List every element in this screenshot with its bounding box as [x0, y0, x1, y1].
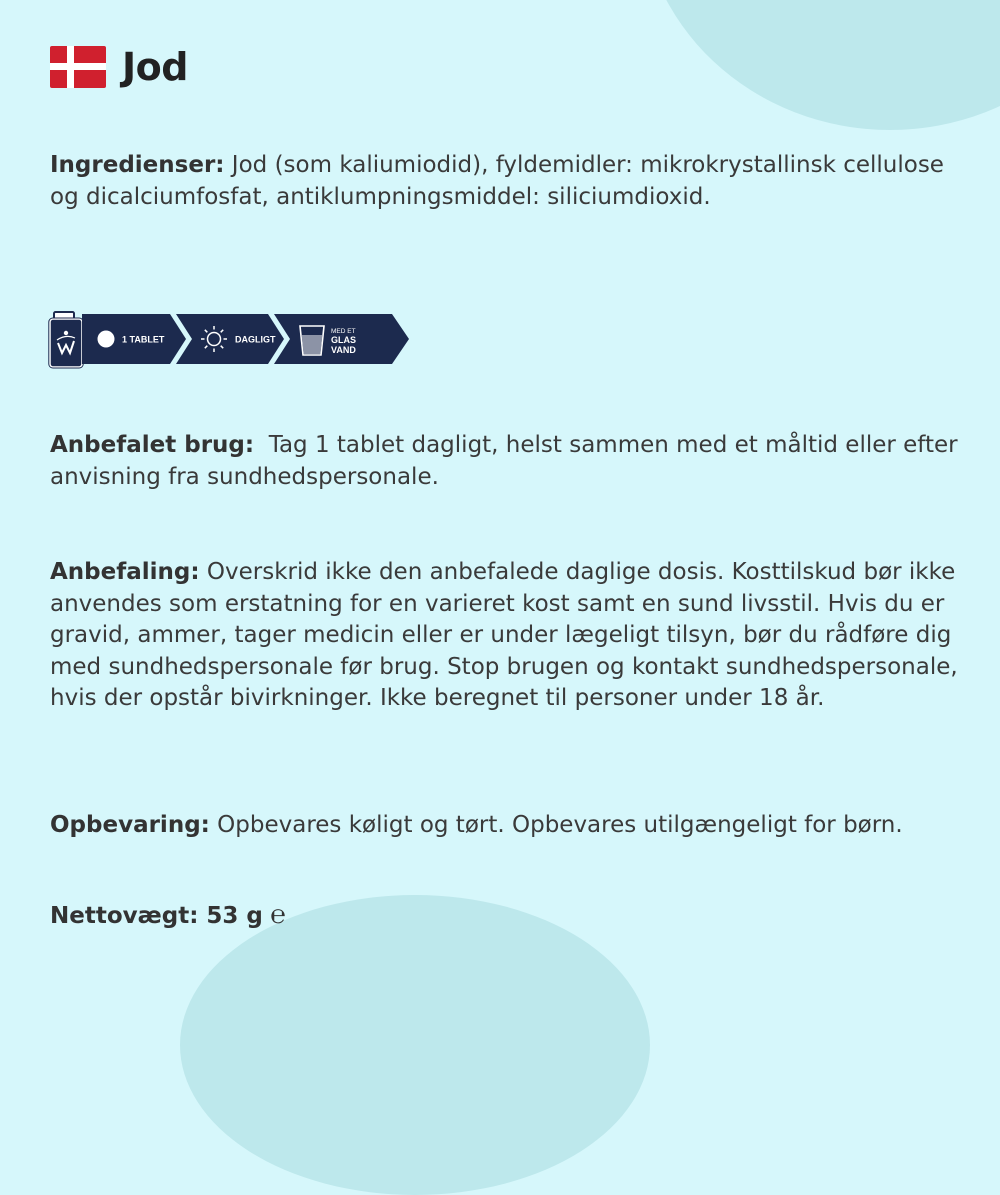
product-title: Jod — [122, 45, 188, 89]
ingredients-label: Ingredienser: — [50, 152, 225, 178]
tablet-label: 1 TABLET — [122, 334, 165, 345]
recommended-use-text: Tag 1 tablet dagligt, helst sammen med et måltid eller efter anvisning fra sundhedspersonale. — [50, 432, 965, 490]
recommendation-label: Anbefaling: — [50, 559, 200, 585]
usage-banner — [48, 309, 413, 369]
storage-text: Opbevares køligt og tørt. Opbevares utilgængeligt for børn. — [209, 812, 903, 838]
estimated-sign-icon: ℮ — [270, 900, 286, 930]
recommendation-section — [50, 557, 975, 715]
product-header — [50, 45, 188, 89]
glass-label-line2: VAND — [331, 345, 356, 355]
net-weight-label: Nettovægt: 53 g — [50, 903, 263, 929]
denmark-flag-icon — [50, 46, 106, 88]
tablet-icon — [98, 331, 115, 348]
recommendation-text: Overskrid ikke den anbefalede daglige dosis. Kosttilskud bør ikke anvendes som erstatning for en varieret kost samt en sund livsstil. Hvis du er gravid, ammer, tager medicin eller er under lægeligt tilsyn, bør du rådføre dig med sundhedspersonale før brug. Stop brugen og kontakt sundhedspersonale, hvis der opstår bivirkninger. Ikke beregnet til personer under 18 år. — [50, 559, 958, 711]
recommended-use-section — [50, 430, 975, 493]
glass-label-small: MED ET — [331, 328, 356, 335]
daily-label: DAGLIGT — [235, 334, 276, 345]
storage-label: Opbevaring: — [50, 812, 210, 838]
supplement-jar-icon — [49, 312, 83, 368]
glass-label-line1: GLAS — [331, 335, 357, 345]
net-weight-section — [50, 900, 975, 933]
ingredients-section — [50, 150, 975, 213]
ingredients-text: Jod (som kaliumiodid), fyldemidler: mikrokrystallinsk cellulose og dicalciumfosfat, antiklumpningsmiddel: siliciumdioxid. — [50, 152, 944, 210]
storage-section — [50, 810, 975, 842]
background-circle-top — [640, 0, 1000, 130]
recommended-use-label: Anbefalet brug: — [50, 432, 255, 458]
background-circle-bottom — [180, 895, 650, 1195]
